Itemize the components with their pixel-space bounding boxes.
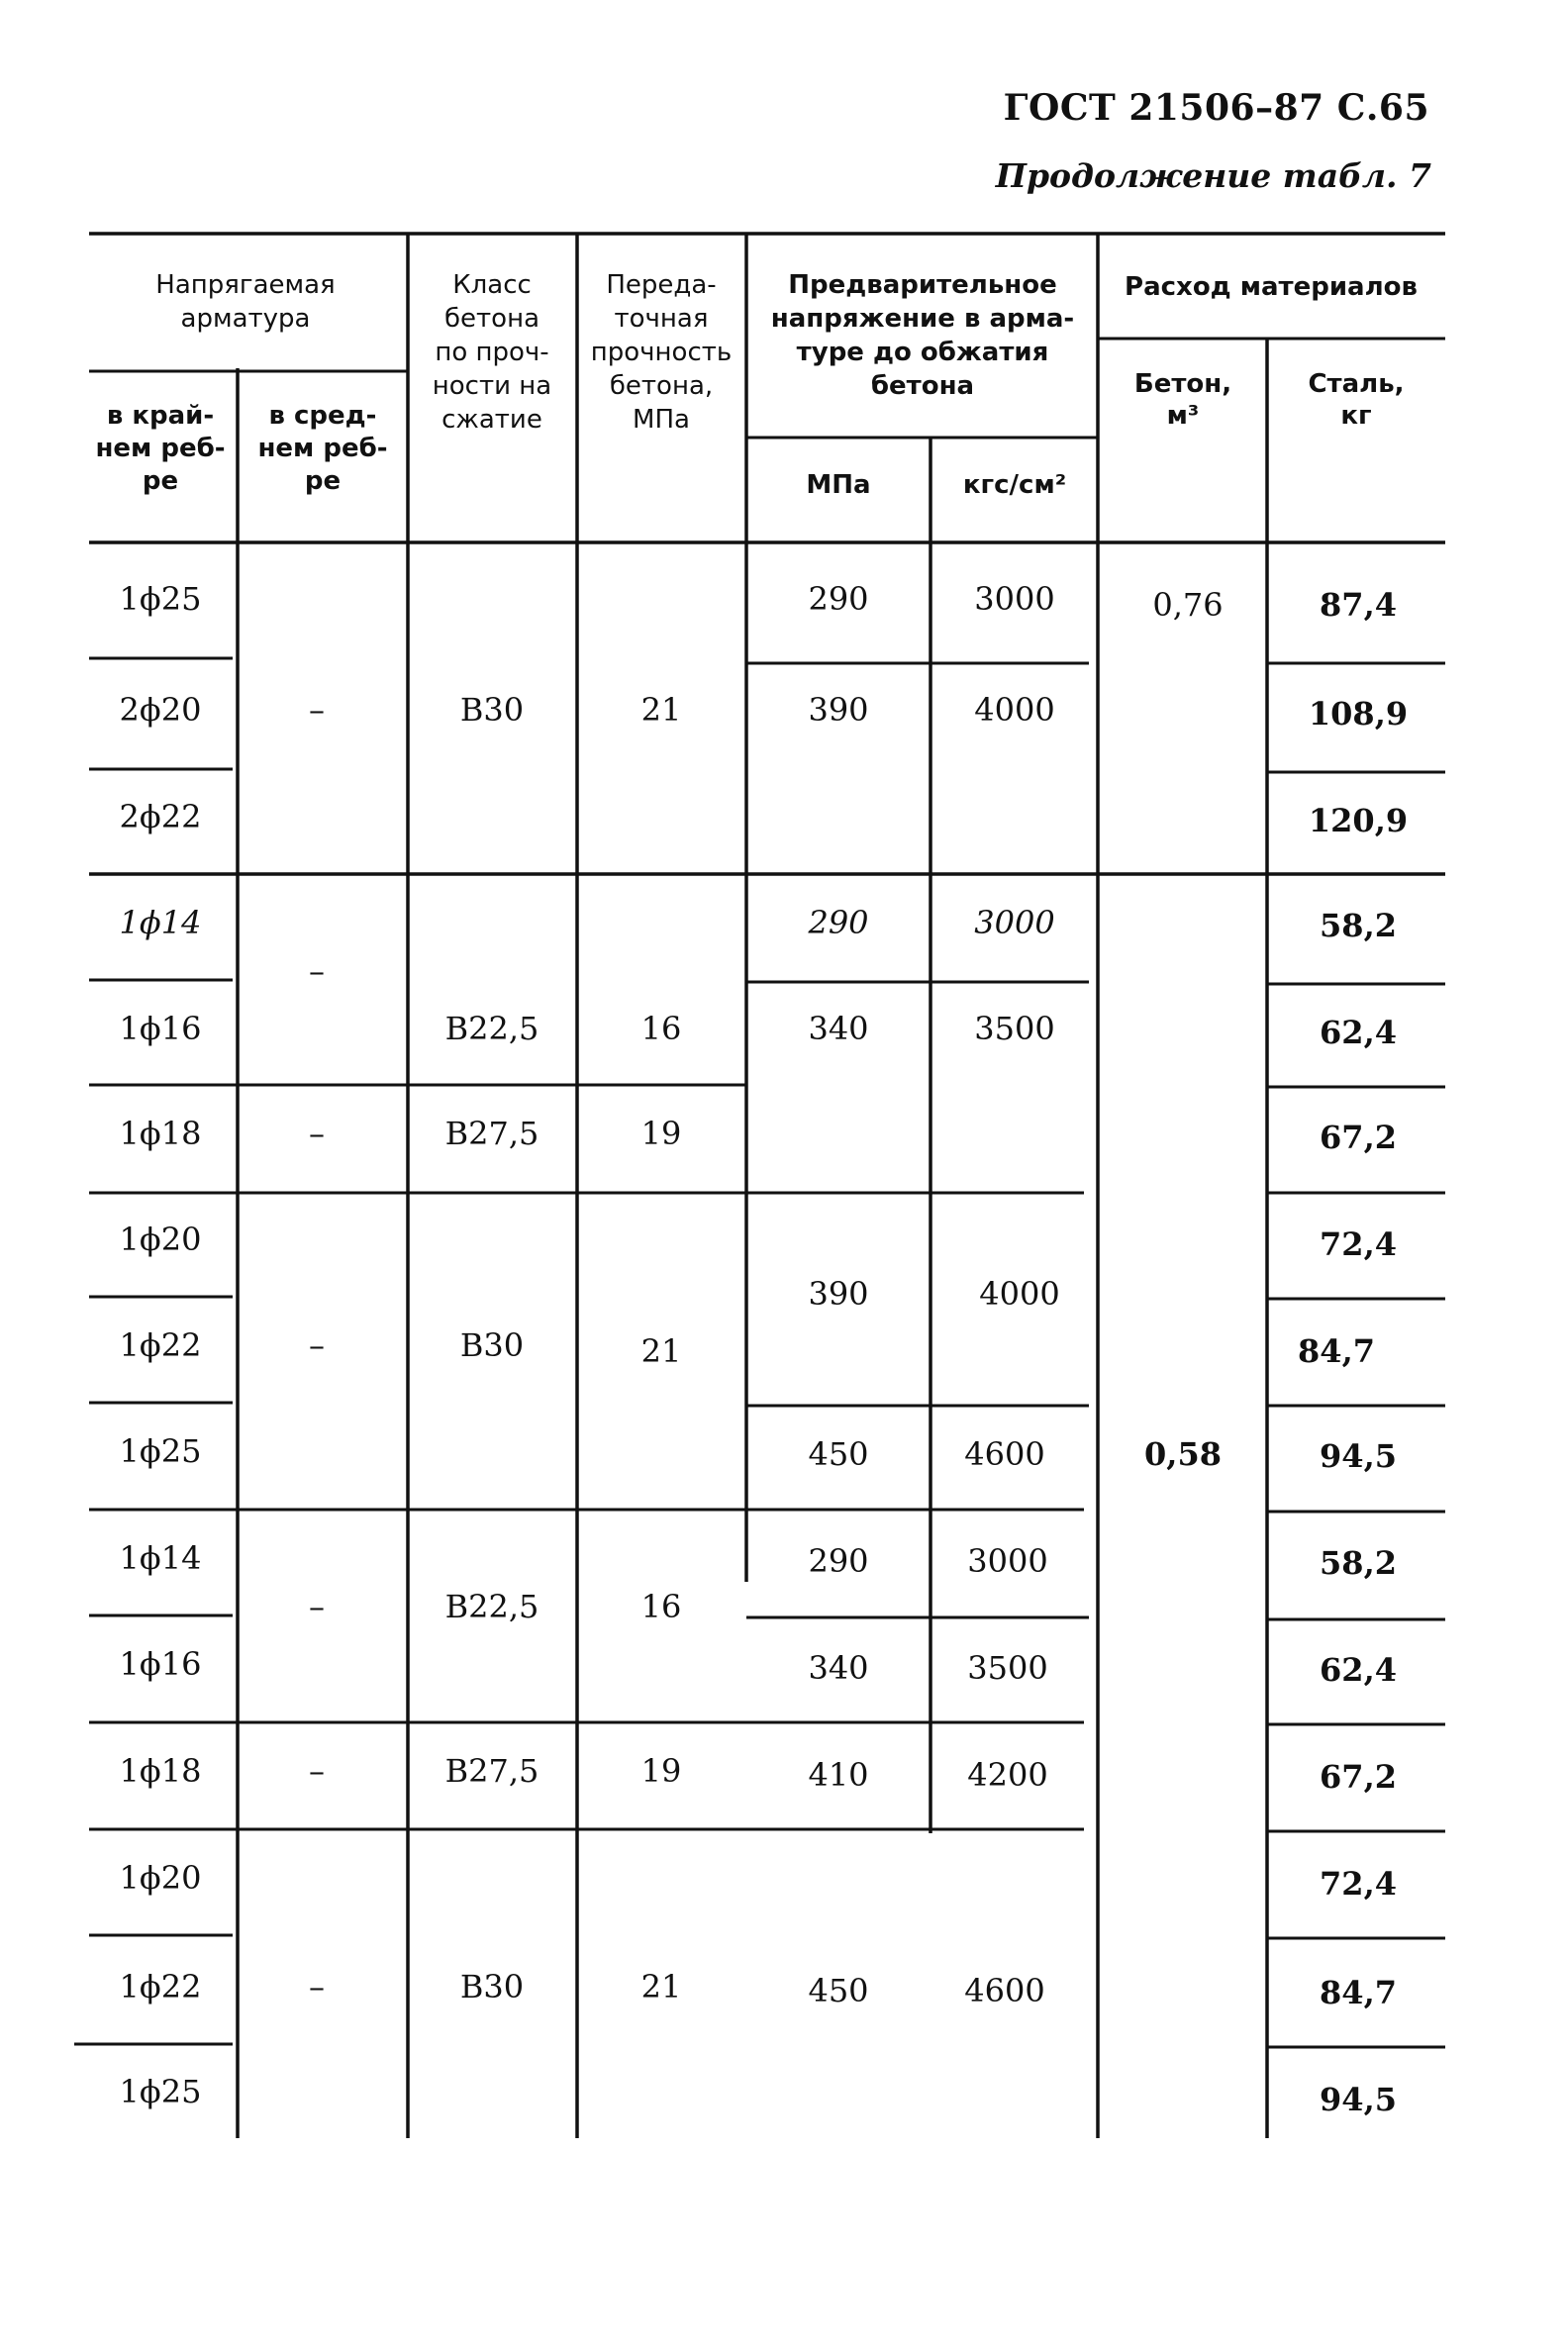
cell-class: B22,5 [444,1010,539,1047]
cell-mpa: 390 [808,1275,869,1313]
svg-text:Напрягаемая: Напрягаемая [155,270,336,300]
cell-strength: 21 [640,1968,682,2005]
column-transfer-strength [641,691,682,2005]
cell-steel: 58,2 [1320,907,1397,944]
cell-strength: 16 [640,1588,682,1625]
header-mpa: МПа [806,470,871,500]
svg-text:в край-: в край- [106,401,215,431]
svg-text:прочность: прочность [590,338,733,367]
cell-kgf: 4600 [964,1435,1045,1473]
cell-strength: 19 [640,1752,682,1790]
cell-mid: – [309,691,325,729]
cell-steel: 58,2 [1320,1544,1397,1582]
cell-edge: 1ϕ25 [119,2073,202,2110]
column-concrete-class [445,691,539,2005]
svg-text:сжатие: сжатие [441,405,542,435]
cell-steel: 94,5 [1320,2081,1397,2118]
cell-mpa: 390 [808,691,869,729]
cell-edge: 1ϕ22 [119,1326,202,1364]
cell-concrete: 0,58 [1144,1435,1222,1473]
cell-edge: 1ϕ16 [119,1010,202,1047]
column-prestress-mpa [807,580,868,2009]
cell-edge: 2ϕ20 [119,691,202,729]
cell-mid: – [309,1752,325,1790]
cell-steel: 94,5 [1320,1437,1397,1475]
cell-mid: – [309,1588,325,1625]
cell-steel: 84,7 [1298,1332,1375,1370]
cell-class: B30 [459,1968,525,2005]
column-prestress-kgf [964,580,1059,2009]
svg-text:кг: кг [1340,401,1372,431]
cell-mid: – [309,1326,325,1364]
cell-steel: 108,9 [1308,695,1409,733]
cell-kgf: 3000 [974,904,1055,941]
table-continuation-label: Продолжение табл. 7 [995,156,1431,195]
column-edge-rib [120,580,202,2110]
header-edge-rib [95,401,225,496]
header-transfer-strength [591,270,732,435]
cell-steel: 120,9 [1308,802,1409,839]
cell-mpa: 410 [808,1756,869,1794]
cell-mpa: 290 [808,580,869,618]
svg-text:бетона: бетона [443,304,540,334]
cell-kgf: 3500 [974,1010,1055,1047]
header-concrete-use [1134,369,1231,431]
svg-text:м³: м³ [1166,401,1200,431]
svg-text:Класс: Класс [452,270,532,300]
cell-mpa: 340 [808,1010,869,1047]
cell-mpa: 340 [808,1649,869,1687]
cell-steel: 62,4 [1320,1651,1397,1689]
svg-text:бетона: бетона [870,371,975,401]
cell-strength: 16 [640,1010,682,1047]
svg-text:Сталь,: Сталь, [1308,369,1405,399]
cell-edge: 1ϕ22 [119,1968,202,2005]
cell-mid: – [309,1968,325,2005]
svg-text:ре: ре [304,466,342,496]
svg-text:напряжение в арма-: напряжение в арма- [770,304,1075,334]
cell-mpa: 450 [808,1972,869,2009]
svg-text:ре: ре [142,466,179,496]
cell-mid: – [309,1115,325,1152]
svg-text:арматура: арматура [180,304,311,334]
cell-steel: 67,2 [1320,1119,1397,1156]
svg-text:Бетон,: Бетон, [1133,369,1232,399]
svg-text:ности на: ности на [432,371,552,401]
svg-text:МПа: МПа [633,405,690,435]
svg-text:Предварительное: Предварительное [788,270,1057,300]
svg-text:нем реб-: нем реб- [257,434,388,463]
cell-class: B30 [459,691,525,729]
cell-edge: 2ϕ22 [119,798,202,835]
cell-steel: 72,4 [1320,1225,1397,1263]
cell-edge: 1ϕ18 [119,1752,202,1790]
cell-steel: 87,4 [1320,586,1397,624]
column-steel-use [1298,586,1408,2118]
cell-kgf: 3000 [974,580,1055,618]
cell-kgf: 3500 [967,1649,1048,1687]
cell-edge: 1ϕ25 [119,580,202,618]
svg-text:Переда-: Переда- [606,270,717,300]
cell-class: B22,5 [444,1588,539,1625]
header-prestress [771,270,1074,401]
cell-strength: 19 [640,1115,682,1152]
cell-kgf: 3000 [967,1542,1048,1580]
cell-class: B27,5 [444,1752,539,1790]
cell-kgf: 4600 [964,1972,1045,2009]
cell-class: B30 [459,1326,525,1364]
cell-edge: 1ϕ16 [119,1645,202,1683]
cell-edge: 1ϕ20 [119,1859,202,1897]
svg-text:по проч-: по проч- [435,338,549,367]
cell-concrete: 0,76 [1152,586,1224,624]
cell-strength: 21 [640,1332,682,1370]
header-concrete-class [433,270,551,435]
cell-kgf: 4000 [974,691,1055,729]
cell-steel: 84,7 [1320,1974,1397,2011]
cell-mpa: 290 [808,904,869,941]
cell-edge: 1ϕ14 [119,904,202,941]
cell-edge: 1ϕ25 [119,1432,202,1470]
header-steel-use [1308,369,1404,431]
cell-edge: 1ϕ14 [119,1539,202,1577]
cell-steel: 72,4 [1320,1865,1397,1903]
cell-edge: 1ϕ18 [119,1115,202,1152]
header-kgf: кгс/см² [962,470,1067,500]
page-title: ГОСТ 21506–87 С.65 [1003,87,1429,129]
svg-text:туре до обжатия: туре до обжатия [796,338,1049,367]
cell-mpa: 450 [808,1435,869,1473]
svg-text:точная: точная [614,304,709,334]
header-rebar [155,270,335,334]
cell-class: B27,5 [444,1115,539,1152]
cell-strength: 21 [640,691,682,729]
svg-text:в сред-: в сред- [268,401,377,431]
header-materials: Расход материалов [1125,272,1418,302]
column-mid-rib [309,691,325,2005]
column-concrete-use [1144,586,1224,1473]
svg-text:нем реб-: нем реб- [95,434,226,463]
cell-steel: 62,4 [1320,1014,1397,1051]
cell-edge: 1ϕ20 [119,1221,202,1258]
cell-mid: – [309,952,325,990]
cell-mpa: 290 [808,1542,869,1580]
cell-kgf: 4000 [979,1275,1060,1313]
svg-text:бетона,: бетона, [609,371,714,401]
cell-steel: 67,2 [1320,1758,1397,1796]
cell-kgf: 4200 [967,1756,1048,1794]
header-mid-rib [257,401,387,496]
